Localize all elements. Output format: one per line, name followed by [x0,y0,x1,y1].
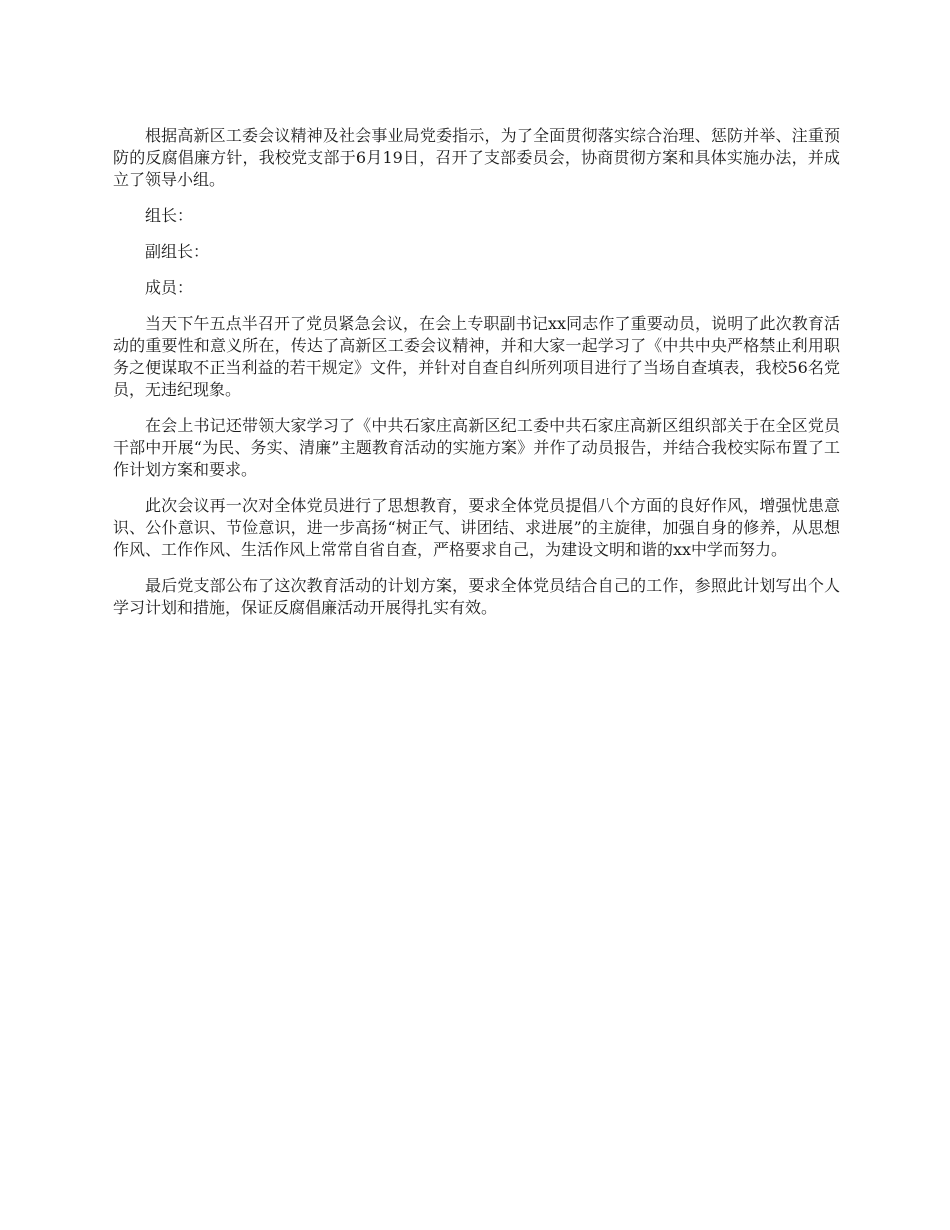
document-body [113,125,840,633]
paragraph-group-leader: 组长： [145,206,194,225]
paragraph-conclusion: 最后党支部公布了这次教育活动的计划方案，要求全体党员结合自己的工作，参照此计划写出个人学习计划和措施，保证反腐倡廉活动开展得扎实有效。 [113,576,840,617]
paragraph-intro: 根据高新区工委会议精神及社会事业局党委指示，为了全面贯彻落实综合治理、惩防并举、注重预防的反腐倡廉方针，我校党支部于6月19日，召开了支部委员会，协商贯彻方案和具体实施办法，并成立了领导小组。 [113,126,840,189]
paragraph-members: 成员： [145,278,194,297]
paragraph-meeting: 当天下午五点半召开了党员紧急会议，在会上专职副书记xx同志作了重要动员，说明了此次教育活动的重要性和意义所在，传达了高新区工委会议精神，并和大家一起学习了《中共中央严格禁止利用职务之便谋取不正当利益的若干规定》文件，并针对自查自纠所列项目进行了当场自查填表，我校56名党员，无违纪现象。 [113,314,840,399]
paragraph-education: 此次会议再一次对全体党员进行了思想教育，要求全体党员提倡八个方面的良好作风，增强忧患意识、公仆意识、节俭意识，进一步高扬“树正气、讲团结、求进展”的主旋律，加强自身的修养，从思想作风、工作作风、生活作风上常常自省自查，严格要求自己，为建设文明和谐的xx中学而努力。 [113,496,840,559]
paragraph-deputy-leader: 副组长： [145,242,210,261]
paragraph-study: 在会上书记还带领大家学习了《中共石家庄高新区纪工委中共石家庄高新区组织部关于在全区党员干部中开展“为民、务实、清廉”主题教育活动的实施方案》并作了动员报告，并结合我校实际布置了工作计划方案和要求。 [113,416,840,479]
